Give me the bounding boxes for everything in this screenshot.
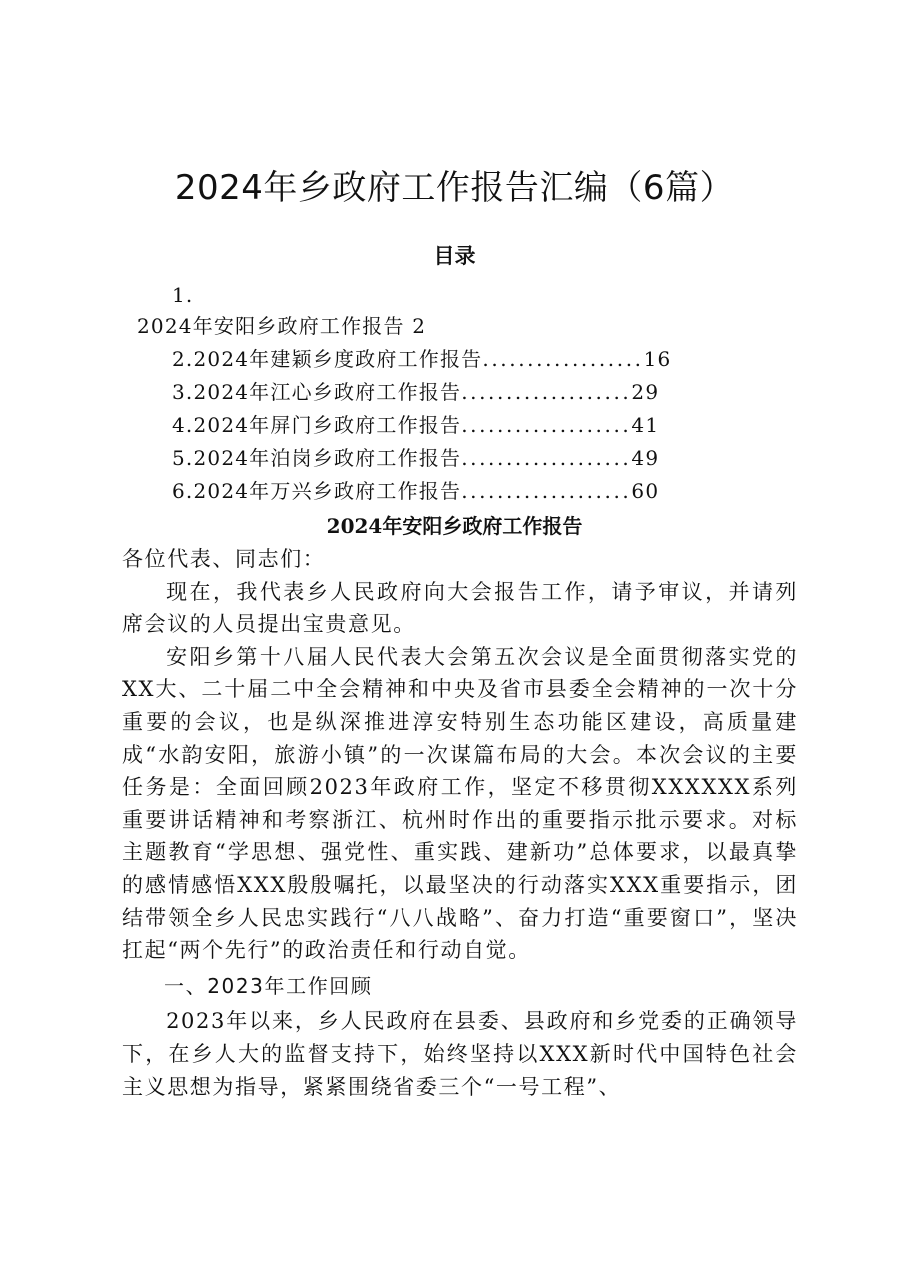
toc-number: 4. <box>172 413 194 437</box>
paragraph: 现在，我代表乡人民政府向大会报告工作，请予审议，并请列席会议的人员提出宝贵意见。 <box>122 579 798 637</box>
toc-title: 2024年建颖乡度政府工作报告 <box>193 347 483 371</box>
toc-number: 3. <box>172 380 194 404</box>
toc-leader: .................. <box>482 347 644 371</box>
toc-page: 29 <box>631 380 660 404</box>
toc-leader: ................... <box>461 479 632 503</box>
toc-item-2[interactable] <box>172 346 671 372</box>
section-title: 2024年安阳乡政府工作报告 <box>326 514 583 538</box>
toc-number: 2. <box>172 347 194 371</box>
toc-title: 2024年万兴乡政府工作报告 <box>193 479 462 503</box>
toc-title: 2024年泊岗乡政府工作报告 <box>193 446 462 470</box>
toc-item-3[interactable] <box>172 379 659 405</box>
toc-leader: ................... <box>461 380 632 404</box>
toc-heading: 目录 <box>433 243 476 268</box>
toc-item-4[interactable] <box>172 412 659 438</box>
chapter-heading: 一、2023年工作回顾 <box>164 973 373 998</box>
toc-leader: ................... <box>461 446 632 470</box>
paragraph: 2023年以来，乡人民政府在县委、县政府和乡党委的正确领导下，在乡人大的监督支持下，始终坚持以XXX新时代中国特色社会主义思想为指导，紧紧围绕省委三个“一号工程”、 <box>122 1009 798 1099</box>
toc-page: 16 <box>643 347 672 371</box>
report-body <box>122 543 798 1103</box>
salutation: 各位代表、同志们： <box>122 547 326 571</box>
toc-number: 5. <box>172 446 194 470</box>
toc-number: 6. <box>172 479 194 503</box>
toc-item-1-number[interactable] <box>172 282 193 308</box>
toc-item-6[interactable] <box>172 478 659 504</box>
toc-title: 2024年安阳乡政府工作报告 <box>137 314 405 338</box>
paragraph: 安阳乡第十八届人民代表大会第五次会议是全面贯彻落实党的XX大、二十届二中全会精神和中央及省市县委全会精神的一次十分重要的会议，也是纵深推进淳安特别生态功能区建设，高质量建成“水韵安阳，旅游小镇”的一次谋篇布局的大会。本次会议的主要任务是：全面回顾2023年政府工作，坚定不移贯彻XXXXXX系列重要讲话精神和考察浙江、杭州时作出的重要指示批示要求。对标主题教育“学思想、强党性、重实践、建新功”总体要求，以最真挚的感情感悟XXX殷殷嘱托，以最坚决的行动落实XXX重要指示，团结带领全乡人民忠实践行“八八战略”、奋力打造“重要窗口”，坚决扛起“两个先行”的政治责任和行动自觉。 <box>122 644 798 963</box>
toc-title: 2024年江心乡政府工作报告 <box>193 380 462 404</box>
toc-page: 2 <box>412 314 427 338</box>
toc-title: 2024年屏门乡政府工作报告 <box>193 413 462 437</box>
toc-item-5[interactable] <box>172 445 659 471</box>
toc-leader: ................... <box>461 413 632 437</box>
toc-page: 60 <box>631 479 660 503</box>
toc-number: 1. <box>172 283 194 307</box>
toc-page: 49 <box>631 446 660 470</box>
toc-item-1[interactable] <box>137 313 426 339</box>
document-title: 2024年乡政府工作报告汇编（6篇） <box>174 168 735 208</box>
toc-page: 41 <box>631 413 660 437</box>
